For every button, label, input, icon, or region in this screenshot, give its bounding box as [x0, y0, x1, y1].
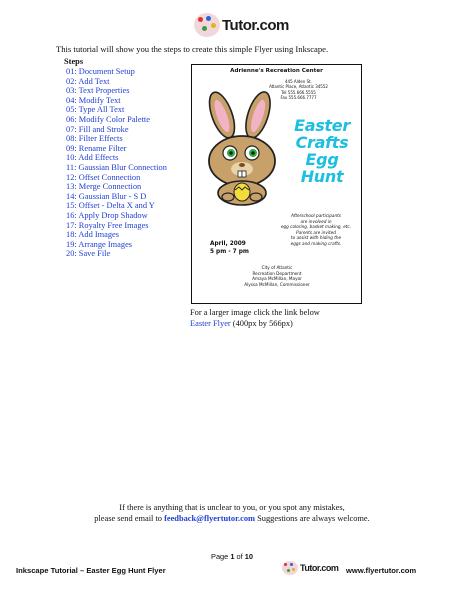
header-logo: [194, 13, 289, 37]
footer-logo: [282, 561, 338, 575]
flyer-preview-image[interactable]: [191, 64, 362, 304]
step-link[interactable]: 12: Offset Connection: [66, 172, 141, 182]
logo-text: Tutor.com: [300, 563, 339, 573]
step-link[interactable]: 03: Text Properties: [66, 86, 130, 96]
flyer-caption: For a larger image click the link below Easter Flyer (400px by 566px): [190, 308, 320, 328]
step-link[interactable]: 02: Add Text: [66, 76, 110, 86]
logo-badge-icon: [282, 561, 298, 575]
step-link[interactable]: 16: Apply Drop Shadow: [66, 210, 148, 220]
step-link[interactable]: 09: Rename Filter: [66, 143, 127, 153]
footer-title: Inkscape Tutorial – Easter Egg Hunt Flyer: [16, 566, 166, 575]
step-link[interactable]: 13: Merge Connection: [66, 182, 142, 192]
flyer-date: April, 2009 5 pm - 7 pm: [210, 241, 249, 255]
step-link[interactable]: 06: Modify Color Palette: [66, 114, 150, 124]
closing-note: If there is anything that is unclear to you, or you spot any mistakes, please send email to feedback@flyertutor.com Suggestions are always welcome.: [94, 503, 370, 523]
step-link[interactable]: 20: Save File: [66, 249, 111, 259]
step-link[interactable]: 11: Gaussian Blur Connection: [66, 162, 167, 172]
bunny-illustration: [192, 89, 292, 207]
footer-website[interactable]: www.flyertutor.com: [346, 566, 417, 575]
flyer-city-info: City of Atlantic Recreation Department Amaya McMillan, Mayor Alyssa McMillan, Commissioner: [244, 265, 310, 287]
flyer-title: Adrienne's Recreation Center: [230, 68, 323, 74]
step-link[interactable]: 19: Arrange Images: [66, 239, 133, 249]
page-number: Page 1 of 10: [211, 552, 253, 561]
easter-flyer-link[interactable]: Easter Flyer: [190, 318, 231, 328]
step-link[interactable]: 05: Type All Text: [66, 105, 125, 115]
step-link[interactable]: 08: Filter Effects: [66, 134, 123, 144]
step-link[interactable]: 18: Add Images: [66, 230, 120, 240]
step-link[interactable]: 14: Gaussian Blur - S D: [66, 191, 147, 201]
flyer-address: 445 Alden St. Atlantic Place, Atlantic 34552 Tel 555.666.5555 Fax 555.666.7777: [269, 79, 328, 100]
step-link[interactable]: 15: Offset - Delta X and Y: [66, 201, 155, 211]
intro-text: This tutorial will show you the steps to create this simple Flyer using Inkscape.: [56, 44, 329, 54]
image-size-text: (400px by 566px): [230, 318, 293, 328]
flyer-afterschool-text: Afterschool participants are involved in egg coloring, basket making, etc. Parents are invited to assist with hiding the eggs and making crafts.: [280, 213, 352, 246]
feedback-email-link[interactable]: feedback@flyertutor.com: [164, 514, 256, 523]
flyer-headline: Easter Crafts Egg Hunt: [294, 116, 350, 186]
step-link[interactable]: 17: Royalty Free Images: [66, 220, 149, 230]
logo-text: Tutor.com: [222, 16, 289, 34]
step-link[interactable]: 07: Fill and Stroke: [66, 124, 129, 134]
logo-badge-icon: [194, 13, 220, 37]
step-link[interactable]: 10: Add Effects: [66, 153, 119, 163]
step-link[interactable]: 04: Modify Text: [66, 95, 121, 105]
steps-heading: Steps: [64, 57, 84, 66]
steps-list: [66, 67, 167, 259]
step-link[interactable]: 01: Document Setup: [66, 67, 135, 76]
